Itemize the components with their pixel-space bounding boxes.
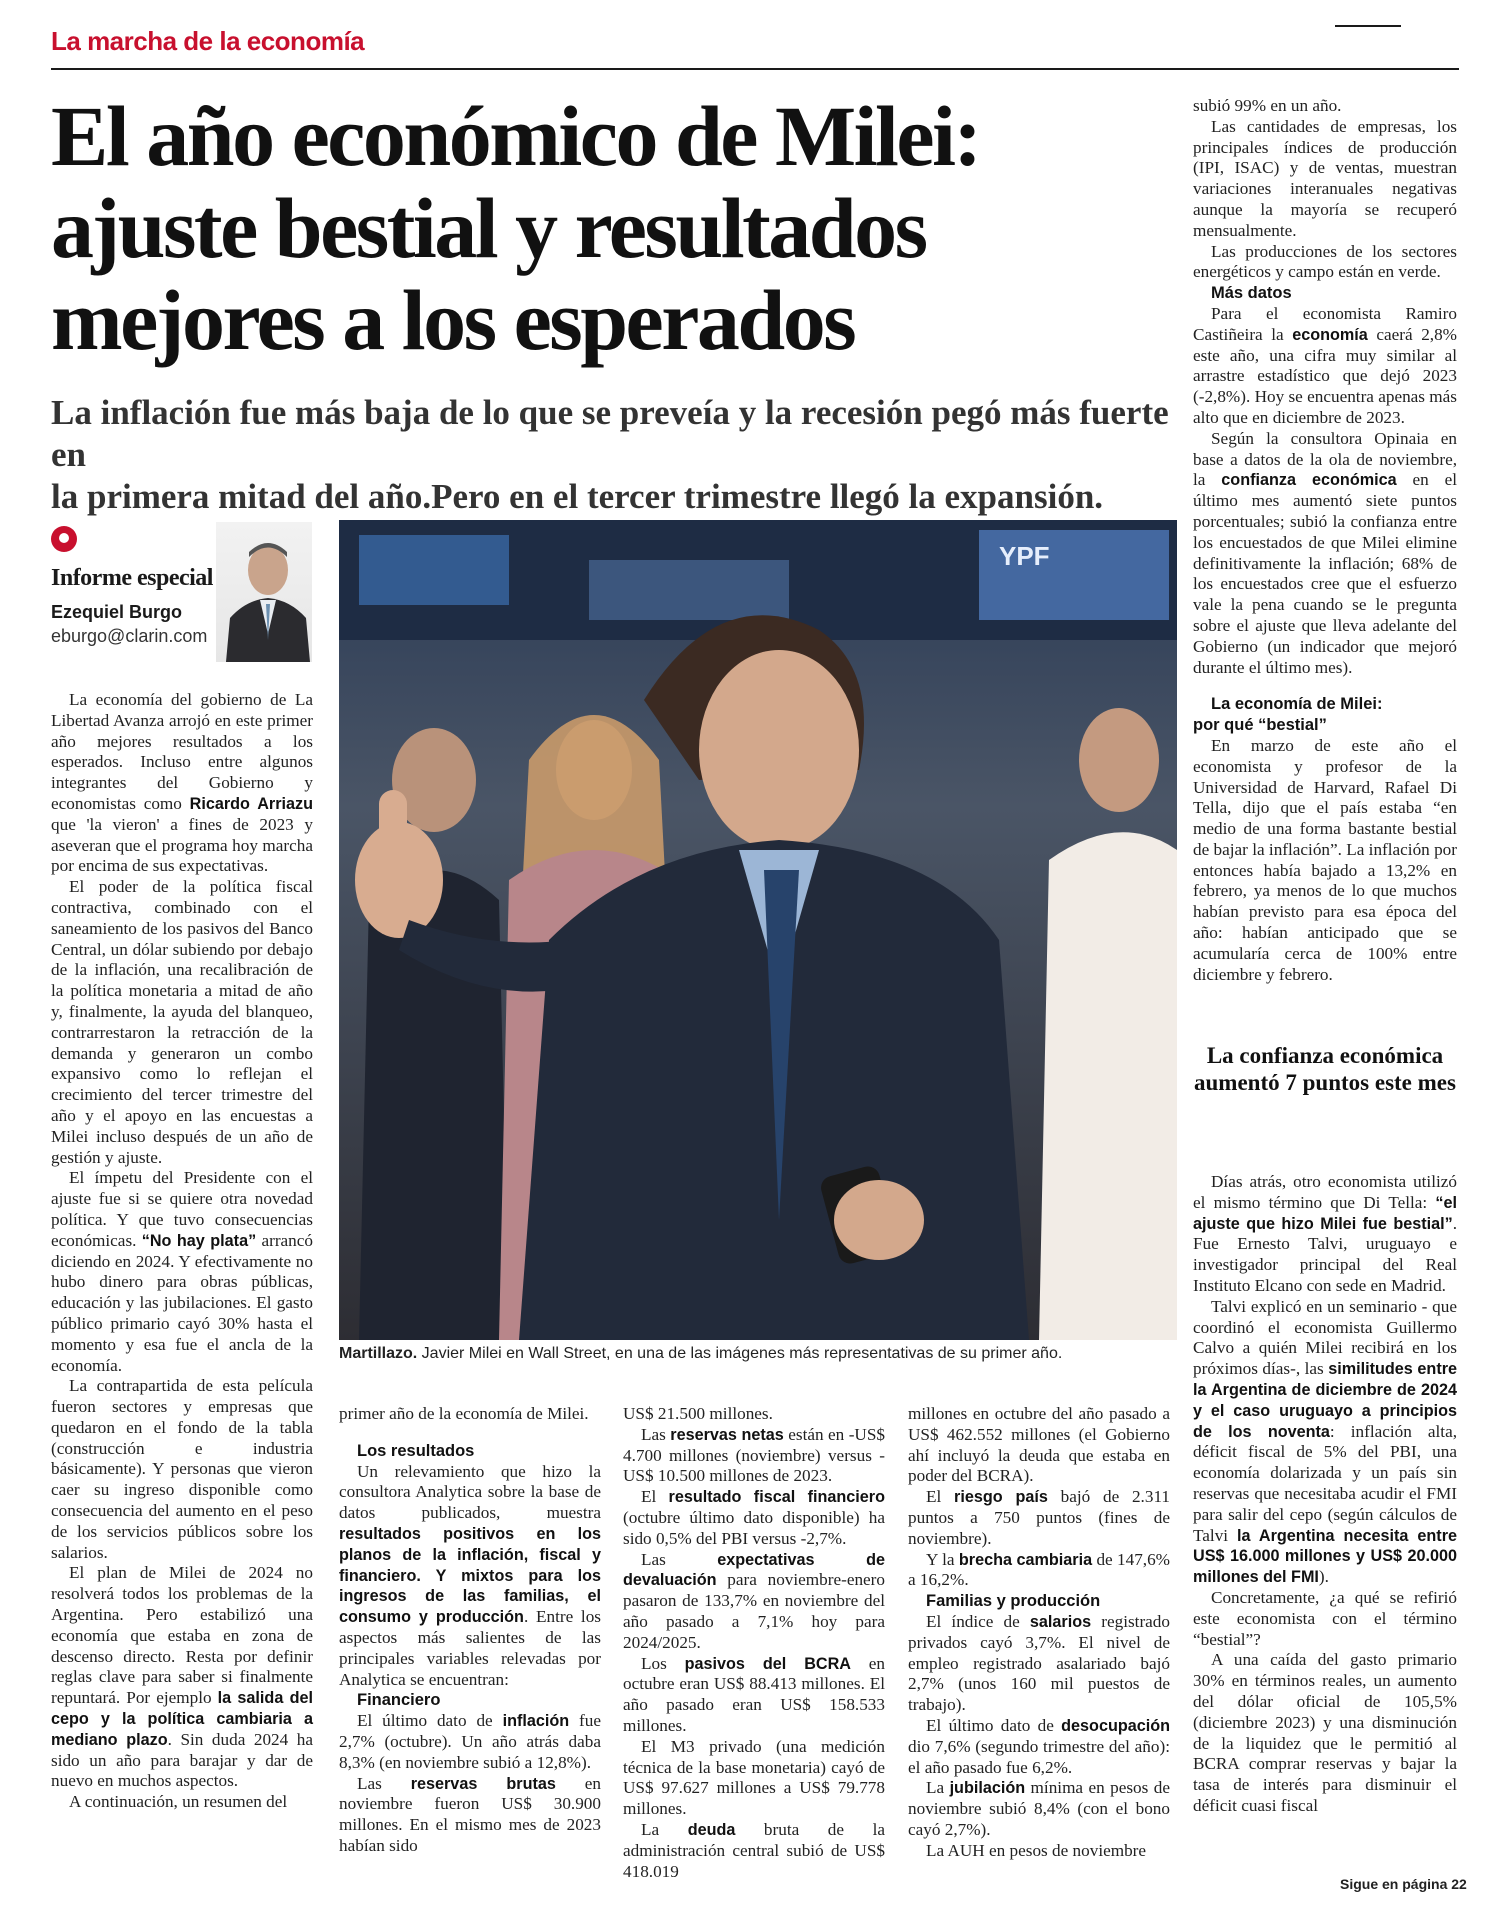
- informe-especial-label: Informe especial: [51, 565, 213, 591]
- deck: [51, 392, 1181, 518]
- author-email[interactable]: eburgo@clarin.com: [51, 626, 208, 646]
- top-rule: [51, 68, 1459, 70]
- headline: [51, 90, 1171, 366]
- pull-quote: La confianza económica aumentó 7 puntos este mes: [1194, 1043, 1456, 1095]
- column-4: millones en octubre del año pasado a US$ 462.552 millones (el Gobierno ahí incluyó la deuda que estaba en poder del BCRA). El riesgo país bajó de 2.311 puntos a 750 puntos (fines de noviembre). Y la brecha cambiaria de 147,6% a 16,2%. Familias y producción El índice de salarios registrado privados cayó 3,7%. El nivel de empleo registrado asalariado bajó 2,7% (unos 160 mil puestos de trabajo). El último dato de desocupación dio 7,6% (segundo trimestre del año): el año pasado fue 6,2%. La jubilación mínima en pesos de noviembre subió 8,4% (con el bono cayó 2,7%). La AUH en pesos de noviembre: [908, 1404, 1170, 1860]
- clarin-logo-icon: [51, 526, 77, 552]
- headline-line: ajuste bestial y resultados: [51, 180, 926, 276]
- caption-bold: Martillazo.: [339, 1345, 418, 1362]
- column-3: US$ 21.500 millones. Las reservas netas están en -US$ 4.700 millones (noviembre) versus -US$ 10.500 millones de 2023. El resultado fiscal financiero (octubre último dato disponible) ha sido 0,5% del PBI versus -2,7%. Las expectativas de devaluación para noviembre-enero pasaron de 133,7% en noviembre del año pasado a 7,1% hoy para 2024/2025. Los pasivos del BCRA en octubre eran US$ 88.413 millones. El año pasado eran US$ 158.533 millones. El M3 privado (una medición técnica de la base monetaria) cayó de US$ 97.627 millones a US$ 79.778 millones. La deuda bruta de la administración central subió de US$ 418.019: [623, 1404, 885, 1881]
- svg-text:YPF: YPF: [999, 541, 1050, 571]
- caption-text: Javier Milei en Wall Street, en una de las imágenes más representativas de su primer año.: [417, 1345, 1063, 1362]
- continued-on-page[interactable]: Sigue en página 22: [1340, 1876, 1467, 1892]
- main-photo: [339, 520, 1177, 1340]
- column-5-top: subió 99% en un año. Las cantidades de empresas, los principales índices de producción (IPI, ISAC) y de ventas, muestran variaciones interanuales negativas aunque la mayoría se recuperó mensualmente. Las producciones de los sectores energéticos y campo están en verde. Más datos Para el economista Ramiro Castiñeira la economía caerá 2,8% este año, una cifra muy similar al arrastre estadístico que dejó 2023 (-2,8%). Hoy se encuentra apenas más alto que en diciembre de 2023. Según la consultora Opinaia en base a datos de la ola de noviembre, la confianza económica en el último mes aumentó siete puntos porcentuales; subió la confianza entre los encuestados de que Milei elimine definitivamente la inflación; 68% de los encuestados cree que el esfuerzo vale la pena cuando se le pregunta sobre el ajuste que lleva adelante del Gobierno (un indicador que mejoró durante el último mes). La economía de Milei: por qué “bestial” En marzo de este año el economista y profesor de la Universidad de Harvard, Rafael Di Tella, dijo que el país estaba “en medio de una forma bastante bestial de bajar la inflación”. La inflación por entonces había bajado a 13,2% en febrero, ya menos de lo que muchos habían previsto para esa época del año: habían anticipado que se acumularía cerca de 100% entre diciembre y febrero.: [1193, 96, 1458, 984]
- author-name: Ezequiel Burgo: [51, 602, 183, 622]
- deck-line: la primera mitad del año.Pero en el tercer trimestre llegó la expansión.: [51, 477, 1104, 516]
- column-5-bottom: Días atrás, otro economista utilizó el mismo término que Di Tella: “el ajuste que hizo Milei fue bestial”. Fue Ernesto Talvi, uruguayo e investigador principal del Real Instituto Elcano con sede en Madrid. Talvi explicó en un seminario - que coordinó el economista Guillermo Calvo a quién Milei recibirá en los próximos días-, las similitudes entre la Argentina de diciembre de 2024 y el caso uruguayo a principios de los noventa: inflación alta, déficit fiscal de 5% del PBI, una economía dolarizada y un país sin reservas que necesitaba acudir el FMI para salir del cepo (según cálculos de Talvi la Argentina necesita entre US$ 16.000 millones y US$ 20.000 millones del FMI). Concretamente, ¿a qué se refirió este economista con el término “bestial”? A una caída del gasto primario 30% en términos reales, un aumento del dólar oficial de 105,5% (diciembre 2023) y una disminución de la liquidez que le permitió al BCRA comprar reservas y bajar la tasa de interés para disminuir el déficit cuasi fiscal: [1193, 1172, 1458, 1815]
- headline-line: mejores a los esperados: [51, 272, 855, 368]
- section-label: La marcha de la economía: [51, 26, 365, 56]
- author-portrait: [216, 522, 312, 662]
- column-1: La economía del gobierno de La Libertad Avanza arrojó en este primer año mejores resultados a los esperados. Incluso entre algunos integrantes del Gobierno y economistas como Ricardo Arriazu que 'la vieron' a fines de 2023 y aseveran que el programa hoy marcha por encima de sus expectativas. El poder de la política fiscal contractiva, combinado con el saneamiento de los pasivos del Banco Central, un dólar subiendo por debajo de la inflación, una recalibración de la política monetaria a mitad de año y, finalmente, la ayuda del blanqueo, contrarrestaron la retracción de la demanda y generaron un combo expansivo como lo reflejan el crecimiento del tercer trimestre del año y el apoyo en las encuestas a Milei incluso después de un año de gestión y ajuste. El ímpetu del Presidente con el ajuste fue si se quiere otra novedad política. Y que tuvo consecuencias económicas. “No hay plata” arrancó diciendo en 2024. Y efectivamente no hubo dinero para obras públicas, educación y las jubilaciones. El gasto público primario cayó 30% hasta el momento y esa fue el ancla de la economía. La contrapartida de esta película fueron sectores y empresas que quedaron en el fondo de la tabla (construcción e industria básicamente). Y personas que vieron caer su ingreso disponible como consecuencia del aumento en el peso de los servicios públicos sobre los salarios. El plan de Milei de 2024 no resolverá todos los problemas de la Argentina. Pero estabilizó una economía que estaba en zona de descenso directo. Resta por definir reglas clave para saber si finalmente repuntará. Por ejemplo la salida del cepo y la política cambiaria a mediano plazo. Sin duda 2024 ha sido un año para barajar y dar de nuevo en muchos aspectos. A continuación, un resumen del: [51, 690, 313, 1812]
- photo-caption: [339, 1345, 1189, 1363]
- column-2: primer año de la economía de Milei. Los resultados Un relevamiento que hizo la consultora Analytica sobre la base de datos publicados, muestra resultados positivos en los planos de la inflación, fiscal y financiero. Y mixtos para los ingresos de las familias, el consumo y producción. Entre los aspectos más salientes de las principales variables relevadas por Analytica se encuentran: Financiero El último dato de inflación fue 2,7% (octubre). Un año atrás daba 8,3% (en noviembre subió a 12,8%). Las reservas brutas en noviembre fueron US$ 30.900 millones. En el mismo mes de 2023 habían sido: [339, 1404, 601, 1855]
- deck-line: La inflación fue más baja de lo que se preveía y la recesión pegó más fuerte en: [51, 393, 1169, 474]
- corner-rule: [1335, 25, 1401, 27]
- headline-line: El año económico de Milei:: [51, 88, 980, 184]
